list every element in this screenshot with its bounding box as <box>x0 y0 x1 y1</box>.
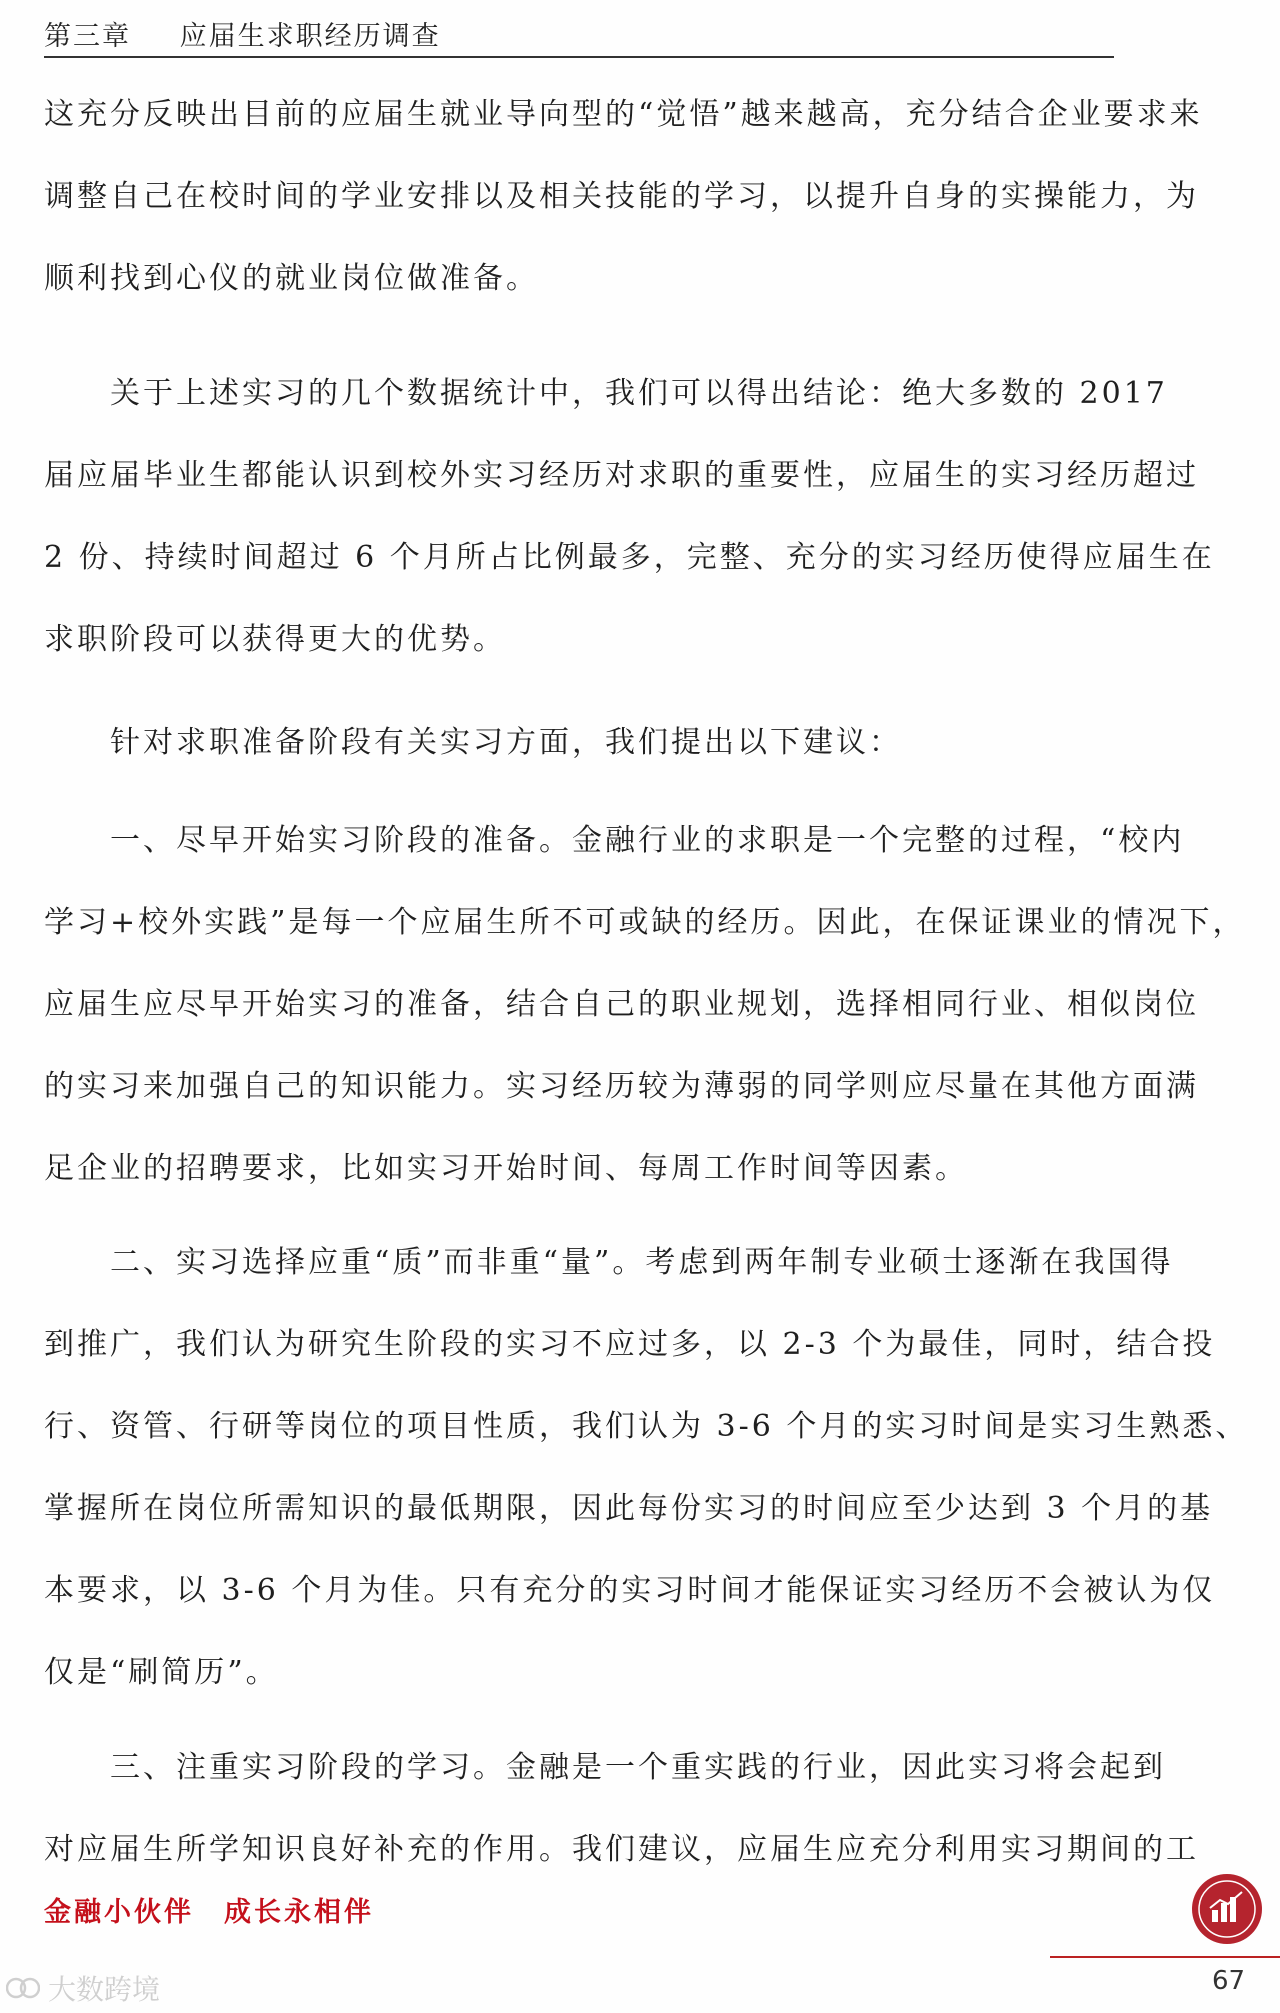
text-line: 掌握所在岗位所需知识的最低期限，因此每份实习的时间应至少达到 3 个月的基 <box>44 1491 1214 1526</box>
text-line: 针对求职准备阶段有关实习方面，我们提出以下建议： <box>44 725 902 760</box>
slogan-part-1: 金融小伙伴 <box>44 1897 194 1928</box>
text-line: 届应届毕业生都能认识到校外实习经历对求职的重要性，应届生的实习经历超过 <box>44 458 1199 493</box>
paragraph-4 <box>44 800 1246 1210</box>
text-line: 求职阶段可以获得更大的优势。 <box>44 622 506 657</box>
paragraph-2 <box>44 353 1215 681</box>
text-line: 二、实习选择应重“质”而非重“量”。考虑到两年制专业硕士逐渐在我国得 <box>44 1245 1174 1280</box>
text-line: 对应届生所学知识良好补充的作用。我们建议，应届生应充分利用实习期间的工 <box>44 1832 1199 1867</box>
paragraph-3 <box>44 702 1114 784</box>
watermark-text: 大数跨境 <box>48 1973 161 2006</box>
text-line: 仅是“刷简历”。 <box>44 1655 279 1690</box>
footer-slogan <box>44 1890 374 1929</box>
text-line: 到推广，我们认为研究生阶段的实习不应过多，以 2-3 个为最佳，同时，结合投 <box>44 1327 1216 1362</box>
text-line: 一、尽早开始实习阶段的准备。金融行业的求职是一个完整的过程，“校内 <box>44 823 1185 858</box>
paragraph-1 <box>44 74 1203 320</box>
text-line: 行、资管、行研等岗位的项目性质，我们认为 3-6 个月的实习时间是实习生熟悉、 <box>44 1409 1249 1444</box>
text-line: 三、注重实习阶段的学习。金融是一个重实践的行业，因此实习将会起到 <box>44 1750 1166 1785</box>
text-line: 关于上述实习的几个数据统计中，我们可以得出结论：绝大多数的 2017 <box>44 376 1168 411</box>
seal-logo-icon <box>1190 1872 1264 1946</box>
header-divider <box>44 56 1114 58</box>
text-line: 这充分反映出目前的应届生就业导向型的“觉悟”越来越高，充分结合企业要求来 <box>44 97 1203 132</box>
text-line: 2 份、持续时间超过 6 个月所占比例最多，完整、充分的实习经历使得应届生在 <box>44 540 1215 575</box>
paragraph-5 <box>44 1222 1249 1714</box>
chapter-title: 应届生求职经历调查 <box>179 21 441 52</box>
footer-divider <box>1050 1956 1280 1958</box>
text-line: 学习+校外实践”是每一个应届生所不可或缺的经历。因此，在保证课业的情况下， <box>44 905 1246 940</box>
text-line: 调整自己在校时间的学业安排以及相关技能的学习，以提升自身的实操能力，为 <box>44 179 1199 214</box>
text-line: 应届生应尽早开始实习的准备，结合自己的职业规划，选择相同行业、相似岗位 <box>44 987 1199 1022</box>
text-line: 的实习来加强自己的知识能力。实习经历较为薄弱的同学则应尽量在其他方面满 <box>44 1069 1199 1104</box>
page-header <box>44 14 1114 53</box>
chapter-label: 第三章 <box>44 21 131 52</box>
watermark <box>6 1968 160 2008</box>
paragraph-6 <box>44 1727 1199 1891</box>
text-line: 本要求，以 3-6 个月为佳。只有充分的实习时间才能保证实习经历不会被认为仅 <box>44 1573 1216 1608</box>
text-line: 足企业的招聘要求，比如实习开始时间、每周工作时间等因素。 <box>44 1151 968 1186</box>
page-number: 67 <box>1212 1966 1246 1996</box>
brand-bubble-icon <box>6 1975 40 2001</box>
text-line: 顺利找到心仪的就业岗位做准备。 <box>44 261 539 296</box>
slogan-part-2: 成长永相伴 <box>224 1897 374 1928</box>
